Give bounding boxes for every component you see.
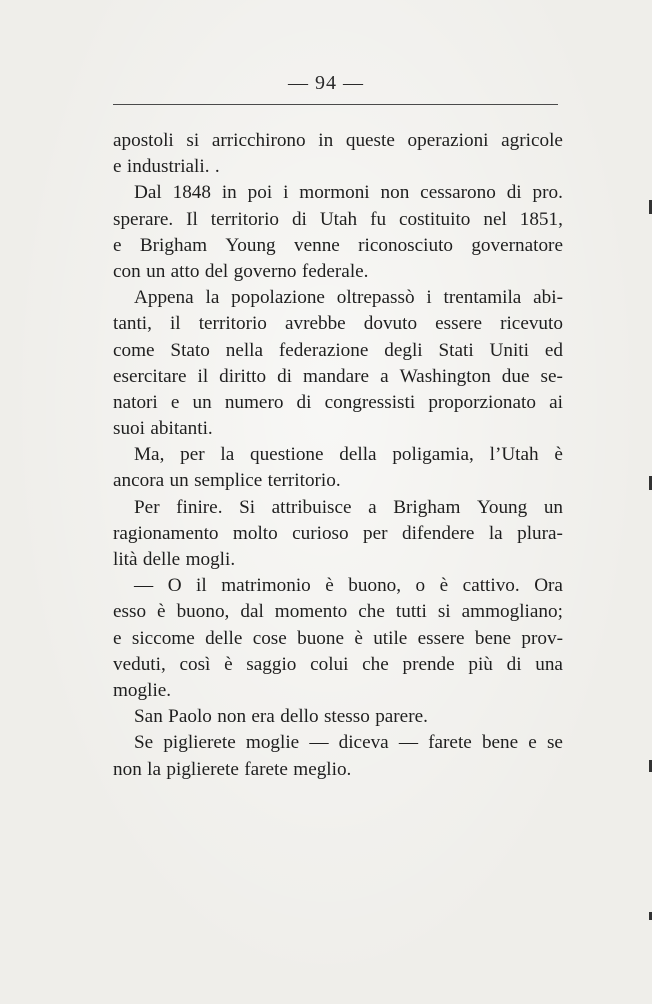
text-line [113,311,563,337]
word: degli [384,339,423,361]
word: queste [345,130,395,151]
word: non [113,758,142,780]
word: delle [205,627,243,649]
word: abitanti. [150,418,213,440]
word: buono, [348,575,402,597]
word: territorio [210,208,279,230]
text-line [113,233,563,259]
header-rule [113,104,558,105]
word: esso [113,601,147,623]
text-line [113,547,563,573]
word: territorio. [267,470,341,492]
word: come [113,339,155,361]
word: e [113,627,122,649]
word: pro. [532,182,563,204]
word: moglie. [113,679,172,701]
word: è [157,601,166,623]
word: lità [113,549,138,570]
word: O [167,575,182,597]
word: con [113,260,141,282]
word: — [309,732,329,754]
word: siccome [131,627,195,649]
word: a [380,365,389,387]
word: farete [244,758,288,780]
word: una [535,653,563,675]
word: il [169,313,181,335]
word: se- [540,365,563,387]
word: parere. [375,706,428,728]
word: bene [481,732,519,754]
word: tutti [395,601,427,623]
word: se [546,732,563,754]
word: si [437,601,451,623]
text-line [113,626,563,652]
word: nella [225,339,264,361]
word: e [113,156,122,178]
word: così [179,653,211,675]
word: di [506,653,522,675]
word: è [439,575,449,597]
word: San [134,706,163,728]
word: l’Utah [489,444,539,466]
word: poi [247,182,273,204]
word: suoi [113,418,145,440]
word: arricchirono [211,130,306,151]
text-line [113,442,563,468]
word: ragionamento [113,522,219,544]
word: mormoni [299,182,370,204]
word: costituito [398,208,471,230]
word: — [134,575,154,597]
word: questione [249,444,324,466]
word: matrimonio [221,575,311,597]
word: operazioni [407,130,489,151]
text-line [113,259,563,285]
word: di [277,365,293,387]
word: Ora [534,575,563,597]
word: stesso [323,706,370,728]
word: e [113,234,122,256]
word: abi- [533,287,563,309]
word: apostoli [113,130,174,151]
word: due [501,365,530,387]
word: un [543,496,563,518]
word: il [196,575,207,597]
word: è [354,627,363,649]
page-number: — 94 — [288,72,364,94]
word: un [169,470,189,492]
word: momento [274,601,348,623]
word: buone [297,627,345,649]
text-line [113,652,563,678]
word: Uniti [489,339,529,361]
text-line [113,468,563,494]
word: riconosciuto [358,234,453,256]
word: Per [134,496,160,518]
word: federazione [278,339,369,361]
text-line [113,757,563,783]
text-line [113,599,563,625]
word: natori [113,391,158,413]
word: delle [142,549,181,570]
word: poligamia, [392,444,474,466]
word: Brigham [139,234,208,256]
word: prov- [521,627,563,649]
word: Stati [438,339,474,361]
word: che [358,601,385,623]
word: era [251,706,275,728]
word: un [192,391,212,413]
word: numero [224,391,284,413]
word: di [506,182,522,204]
word: colui [310,653,349,675]
word: Paolo [168,706,212,728]
word: di [291,208,307,230]
word: Dal [134,182,162,204]
word: dello [280,706,319,728]
word: plura- [517,522,563,544]
word: farete [428,732,472,754]
word: diceva [338,732,389,754]
word: atto [170,260,200,282]
word: . [214,156,220,178]
word: buono, [176,601,230,623]
word: governatore [471,234,563,256]
word: la [488,522,503,544]
word: prende [402,653,455,675]
word: governo [233,260,297,282]
word: mogli. [185,549,236,570]
body-text [113,128,563,783]
word: un [146,260,166,282]
word: saggio [246,653,297,675]
text-line [113,207,563,233]
word: Stato [170,339,210,361]
word: ammogliano; [461,601,563,623]
word: difendere [401,522,475,544]
word: molto [232,522,278,544]
word: o [415,575,426,597]
word: in [318,130,334,151]
text-line [113,730,563,756]
word: trentamila [443,287,522,309]
text-line [113,678,563,704]
word: non [380,182,410,204]
word: meglio. [293,758,352,780]
word: Si [239,496,256,518]
word: la [220,444,235,466]
word: del [204,260,229,282]
word: essere [435,313,483,335]
word: cattivo. [462,575,520,597]
word: territorio [198,313,267,335]
word: proporzionato [428,391,536,413]
word: avrebbe [284,313,346,335]
word: congressisti [324,391,416,413]
word: e [170,391,180,413]
word: — [398,732,419,754]
text-line [113,573,563,599]
word: veduti, [113,653,166,675]
word: i [283,182,289,204]
word: oltrepassò [336,287,415,309]
word: Il [186,208,198,230]
word: attribuisce [271,496,352,518]
word: nel [483,208,507,230]
text-line [113,180,563,206]
word: per [180,444,205,466]
word: 1851, [519,208,563,230]
word: piglierete [163,732,236,754]
word: industriali. [126,156,210,178]
word: il [197,365,209,387]
word: cose [252,627,287,649]
word: Young [476,496,528,518]
word: i [426,287,432,309]
word: diritto [219,365,267,387]
word: agricole [501,130,563,151]
text-line [113,285,563,311]
word: moglie [245,732,300,754]
word: Ma, [134,444,165,466]
word: più [468,653,493,675]
word: è [224,653,233,675]
word: è [325,575,334,597]
word: si [186,130,200,151]
word: federale. [301,260,369,282]
text-line [113,154,563,180]
word: 1848 [172,182,211,204]
word: Brigham [393,496,461,518]
word: piglierete [166,758,239,780]
word: sperare. [113,208,174,230]
word: della [339,444,377,466]
word: popolazione [231,287,325,309]
word: ed [544,339,563,361]
word: la [147,758,162,780]
word: in [221,182,237,204]
word: Washington [399,365,491,387]
word: di [296,391,312,413]
word: mandare [303,365,370,387]
text-line [113,364,563,390]
word: tanti, [113,313,152,335]
word: semplice [194,470,263,492]
word: dovuto [363,313,418,335]
word: per [363,522,388,544]
word: bene [474,627,512,649]
word: a [368,496,377,518]
word: Se [134,732,154,754]
word: la [205,287,220,309]
word: ricevuto [500,313,563,335]
word: è [554,444,563,466]
word: cessarono [420,182,496,204]
word: venne [293,234,340,256]
word: Young [225,234,276,256]
text-line [113,521,563,547]
text-line [113,495,563,521]
word: curioso [292,522,349,544]
text-line [113,704,563,730]
word: utile [373,627,408,649]
word: finire. [176,496,223,518]
word: essere [417,627,465,649]
text-line [113,416,563,442]
text-line [113,390,563,416]
text-line [113,338,563,364]
word: e [528,732,537,754]
word: ancora [113,470,165,492]
word: che [362,653,389,675]
word: Appena [134,287,194,309]
text-line [113,128,563,154]
word: ai [549,391,563,413]
word: esercitare [113,365,187,387]
word: fu [370,208,387,230]
word: non [217,706,247,728]
word: Utah [319,208,358,230]
word: dal [240,601,264,623]
